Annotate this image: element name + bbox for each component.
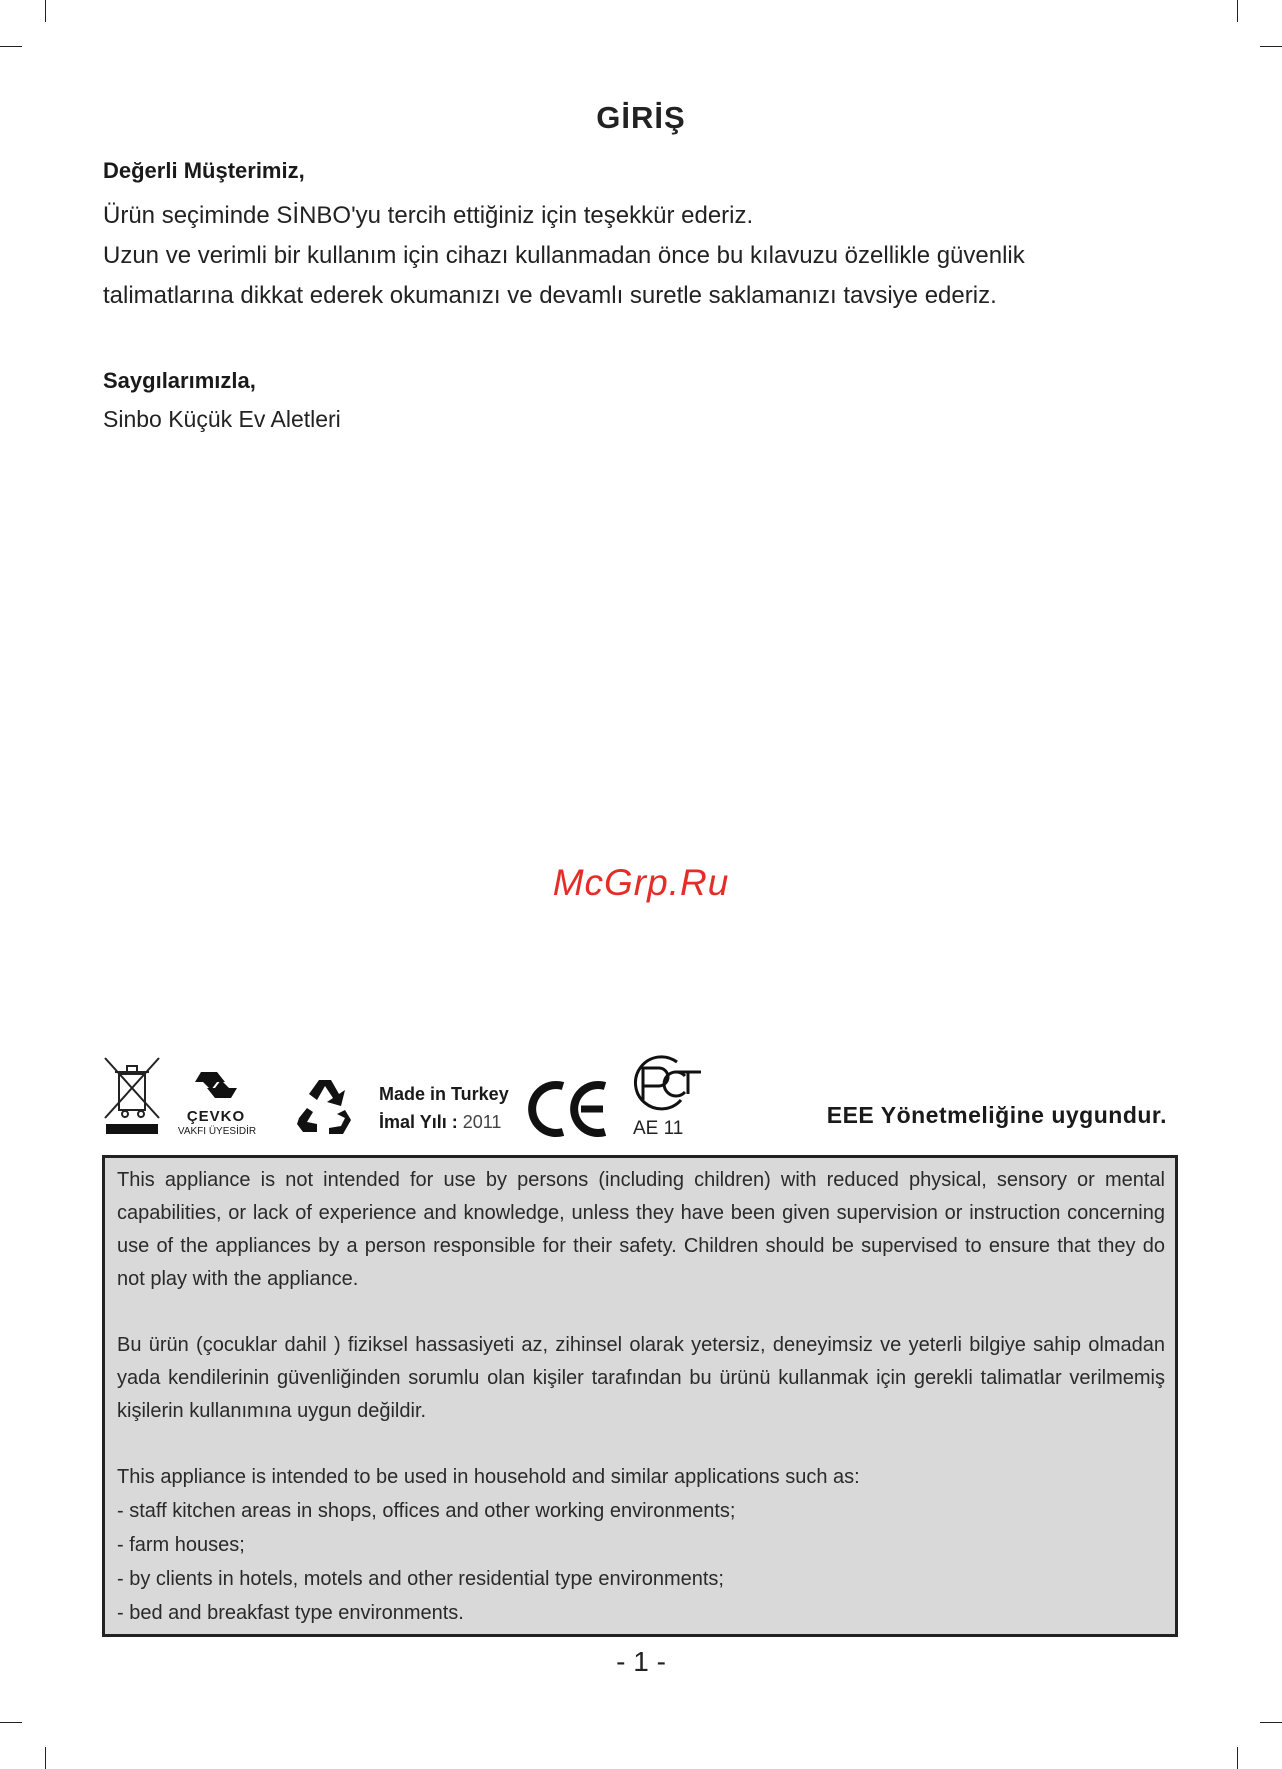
crop-mark: [0, 1722, 22, 1723]
crop-mark: [1260, 1722, 1282, 1723]
certification-marks: [103, 1054, 1183, 1142]
pct-mark-icon: [627, 1054, 703, 1116]
crop-mark: [0, 46, 22, 47]
imal-label: İmal Yılı :: [379, 1112, 458, 1132]
made-in-block: [379, 1080, 509, 1136]
intro-line: Uzun ve verimli bir kullanım için cihazı kullanmadan önce bu kılavuzu özellikle güvenlik: [103, 242, 1025, 269]
tr-warning: Bu ürün (çocuklar dahil ) fiziksel hassasiyeti az, zihinsel olarak yetersiz, deneyimsiz ve yeterli bilgiye sahip olmadan yada kendilerinin güvenliğinden sorumlu olan kişiler tarafından bu ürünü kullanmak için gerekli talimatlar verilmemiş kişilerin kullanımına uygun değildir.: [117, 1334, 1165, 1422]
cevko-sub: VAKFI ÜYESİDİR: [177, 1126, 257, 1137]
cevko-label: ÇEVKO: [186, 1108, 246, 1125]
crop-mark: [45, 0, 46, 22]
page-number: - 1 -: [616, 1646, 666, 1677]
made-in-text: Made in Turkey: [379, 1084, 509, 1104]
en-warning: This appliance is not intended for use by persons (including children) with reduced physical, sensory or mental capabilities, or lack of experience and knowledge, unless they have been given supervision or instruction concerning use of the appliances by a person responsible for their safety. Children should be supervised to ensure that they do not play with the appliance.: [117, 1169, 1165, 1290]
eee-compliance: EEE Yönetmeliğine uygundur.: [826, 1102, 1167, 1128]
intro-line: talimatlarına dikkat ederek okumanızı ve devamlı suretle saklamanızı tavsiye ederiz.: [103, 282, 997, 309]
crop-mark: [45, 1747, 46, 1769]
list-item: - farm houses;: [117, 1534, 245, 1556]
watermark: McGrp.Ru: [552, 862, 730, 903]
list-item: - staff kitchen areas in shops, offices and other working environments;: [117, 1500, 736, 1522]
imal-year: 2011: [462, 1112, 502, 1132]
recycle-icon: [295, 1078, 355, 1136]
intro-section: [103, 158, 1183, 433]
signature: Sinbo Küçük Ev Aletleri: [103, 406, 341, 432]
list-item: - by clients in hotels, motels and other residential type environments;: [117, 1568, 724, 1590]
crop-mark: [1260, 46, 1282, 47]
intro-line: Ürün seçiminde SİNBO'yu tercih ettiğiniz için teşekkür ederiz.: [103, 202, 754, 229]
pct-code: AE 11: [633, 1118, 684, 1139]
page-title: GİRİŞ: [596, 100, 686, 135]
usage-list: [117, 1494, 1165, 1630]
usage-intro: This appliance is intended to be used in household and similar applications such as:: [117, 1466, 860, 1488]
safety-notice-box: [102, 1155, 1178, 1637]
ce-mark-icon: [527, 1080, 611, 1138]
sign-off: Saygılarımızla,: [103, 368, 256, 393]
list-item: - bed and breakfast type environments.: [117, 1602, 464, 1624]
crossed-out-bin-icon: [103, 1054, 161, 1138]
crop-mark: [1237, 0, 1238, 22]
crop-mark: [1237, 1747, 1238, 1769]
greeting: Değerli Müşterimiz,: [103, 158, 305, 183]
